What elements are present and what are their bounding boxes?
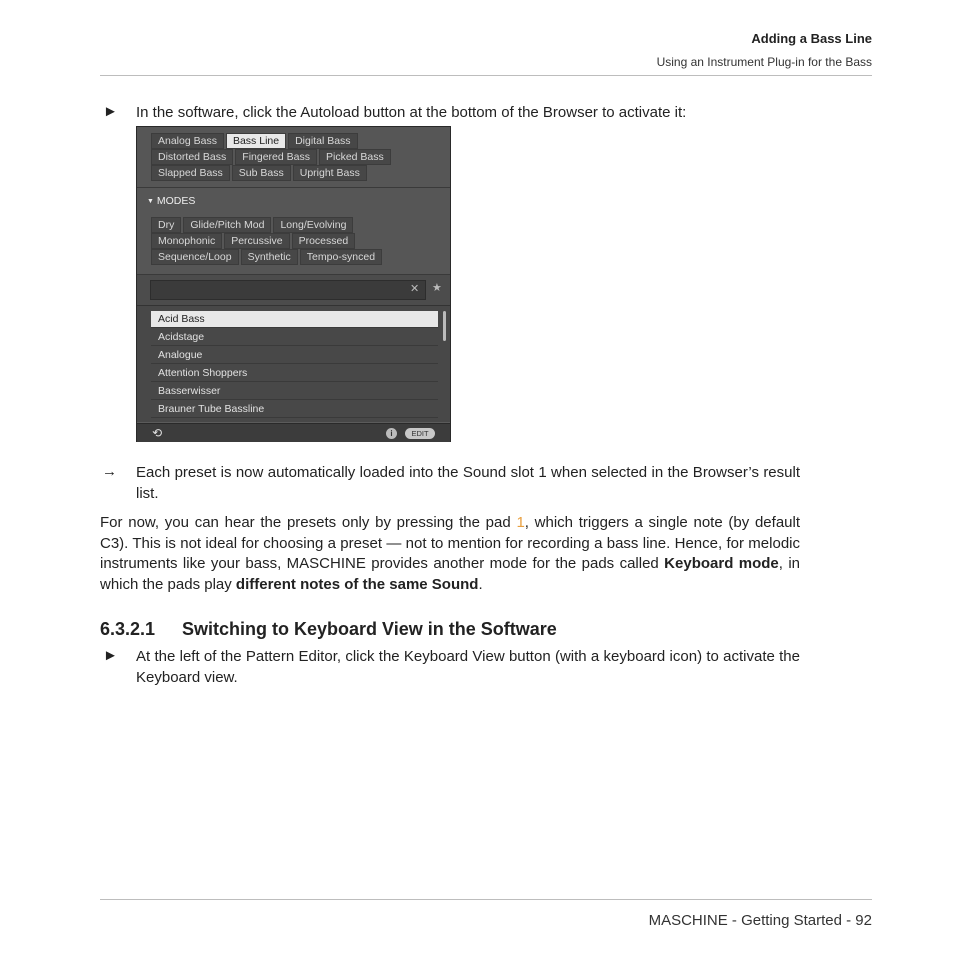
- tag-dry[interactable]: Dry: [151, 217, 181, 233]
- tag-monophonic[interactable]: Monophonic: [151, 233, 222, 249]
- type-tag-row: [151, 133, 358, 149]
- result-arrow: →: [102, 463, 117, 480]
- result-text: Each preset is now automatically loaded into the Sound slot 1 when selected in the Browser’s result list.: [136, 464, 800, 502]
- type-tags-section: [137, 127, 450, 188]
- browser-panel: [136, 126, 451, 442]
- header-divider: [100, 75, 872, 76]
- modes-label: MODES: [156, 195, 196, 207]
- tag-sub-bass[interactable]: Sub Bass: [232, 165, 291, 181]
- edit-button[interactable]: EDIT: [405, 428, 435, 439]
- list-item[interactable]: Basserwisser: [151, 383, 438, 400]
- step1-text: In the software, click the Autoload button at the bottom of the Browser to activate it:: [136, 104, 687, 121]
- step2-text: At the left of the Pattern Editor, click the Keyboard View button (with a keyboard icon) to activate the Keyboard view.: [136, 648, 800, 686]
- pad-link[interactable]: 1: [516, 514, 525, 531]
- footer-text: MASCHINE - Getting Started - 92: [648, 912, 872, 929]
- tag-bass-line[interactable]: Bass Line: [226, 133, 286, 149]
- tag-processed[interactable]: Processed: [292, 233, 356, 249]
- info-button[interactable]: i: [386, 428, 397, 439]
- tag-picked-bass[interactable]: Picked Bass: [319, 149, 391, 165]
- tag-tempo-synced[interactable]: Tempo-synced: [300, 249, 382, 265]
- result-list: [137, 306, 450, 422]
- tag-sequence-loop[interactable]: Sequence/Loop: [151, 249, 239, 265]
- tag-digital-bass[interactable]: Digital Bass: [288, 133, 357, 149]
- tag-analog-bass[interactable]: Analog Bass: [151, 133, 224, 149]
- search-area: [137, 275, 450, 306]
- header-subtitle: Using an Instrument Plug-in for the Bass: [656, 55, 872, 69]
- section-heading: [100, 619, 557, 640]
- scrollbar[interactable]: [443, 311, 446, 341]
- list-item[interactable]: Brauner Tube Bassline: [151, 401, 438, 418]
- list-item[interactable]: Acidstage: [151, 329, 438, 346]
- tag-distorted-bass[interactable]: Distorted Bass: [151, 149, 233, 165]
- type-tag-row: [151, 165, 367, 181]
- list-item[interactable]: Acid Bass: [151, 311, 438, 328]
- modes-section: [137, 188, 450, 275]
- clear-icon[interactable]: ✕: [410, 283, 420, 295]
- mode-tag-row: [151, 249, 382, 265]
- browser-bottom-bar: [137, 423, 450, 442]
- paragraph-bold: Keyboard mode: [664, 555, 779, 572]
- paragraph-bold: different notes of the same Sound: [235, 575, 479, 593]
- mode-tag-row: [151, 217, 353, 233]
- list-item[interactable]: Attention Shoppers: [151, 365, 438, 382]
- section-title: Switching to Keyboard View in the Software: [182, 619, 557, 639]
- tag-slapped-bass[interactable]: Slapped Bass: [151, 165, 230, 181]
- tag-glide-pitch-mod[interactable]: Glide/Pitch Mod: [183, 217, 271, 233]
- list-item[interactable]: Analogue: [151, 347, 438, 364]
- tag-synthetic[interactable]: Synthetic: [241, 249, 298, 265]
- section-number: 6.3.2.1: [100, 619, 156, 639]
- paragraph-text: .: [478, 575, 483, 593]
- body-paragraph: [100, 513, 800, 595]
- tag-long-evolving[interactable]: Long/Evolving: [273, 217, 353, 233]
- paragraph-text: For now, you can hear the presets only by pressing the pad: [100, 514, 517, 531]
- mode-tag-row: [151, 233, 355, 249]
- step-bullet: ►: [103, 647, 118, 664]
- triangle-down-icon: ▼: [147, 198, 154, 205]
- paragraph-text: , in which the pads play: [100, 555, 801, 593]
- step-bullet: ►: [103, 103, 118, 120]
- footer-divider: [100, 899, 872, 900]
- type-tag-row: [151, 149, 391, 165]
- star-icon[interactable]: ★: [432, 282, 442, 294]
- tag-upright-bass[interactable]: Upright Bass: [293, 165, 367, 181]
- autoload-icon[interactable]: ⟲: [152, 426, 163, 440]
- header-title: Adding a Bass Line: [751, 31, 872, 46]
- tag-fingered-bass[interactable]: Fingered Bass: [235, 149, 317, 165]
- modes-header[interactable]: [147, 195, 195, 207]
- search-input[interactable]: [150, 280, 426, 300]
- paragraph-text: , which triggers a single note (by default C3). This is not ideal for choosing a preset — not to mention for recording a bass line. Hence, for melodic instruments like your bass, MASCHINE provides another mode for the pads called: [100, 514, 800, 572]
- tag-percussive[interactable]: Percussive: [224, 233, 289, 249]
